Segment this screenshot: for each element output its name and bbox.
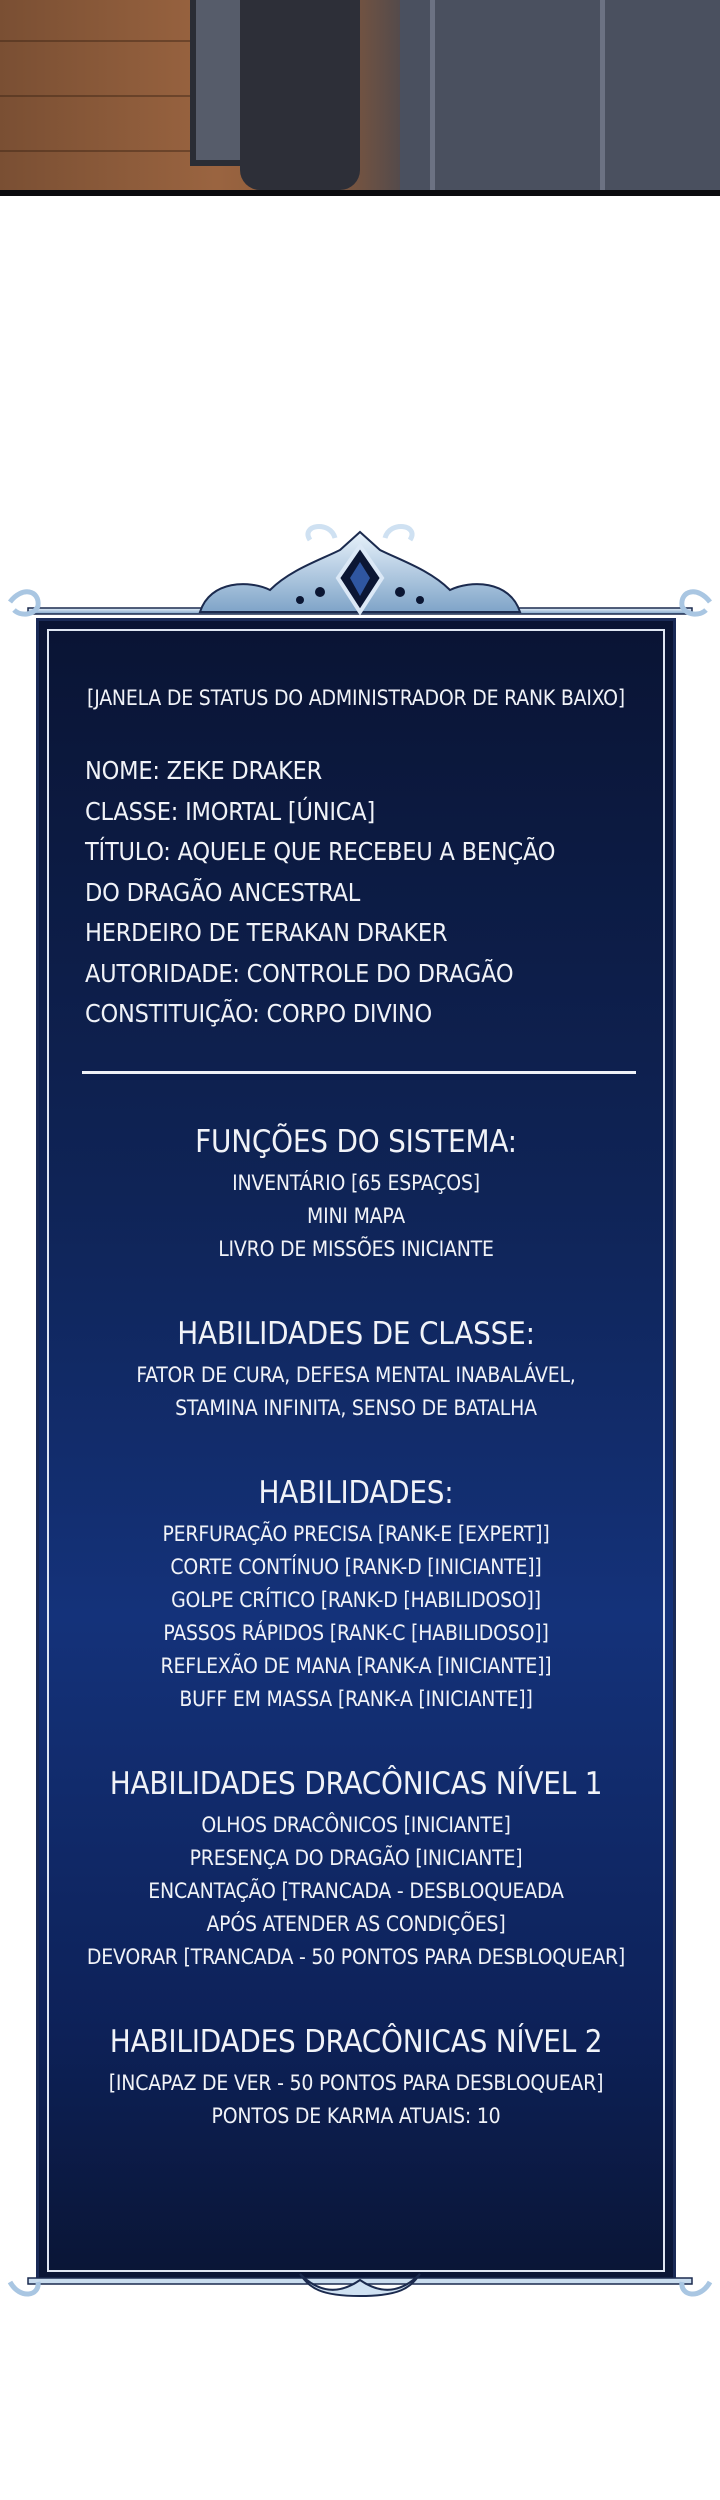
section-line: PASSOS RÁPIDOS [RANK-C [HABILIDOSO]] [163,1621,549,1645]
section-line: GOLPE CRÍTICO [RANK-D [HABILIDOSO]] [171,1588,541,1612]
comic-panel-scene [0,0,720,196]
section-line: APÓS ATENDER AS CONDIÇÕES] [206,1912,506,1936]
section-line: PERFURAÇÃO PRECISA [RANK-E [EXPERT]] [162,1522,550,1546]
section-draconic-level-2 [49,2021,663,2133]
section-title: FUNÇÕES DO SISTEMA: [195,1124,517,1160]
panel-border [0,190,720,196]
section-title: HABILIDADES DE CLASSE: [177,1316,535,1352]
character-legs [240,0,360,190]
wall-seam [600,0,605,190]
section-line: STAMINA INFINITA, SENSO DE BATALHA [175,1396,537,1420]
status-sections [49,1121,663,2180]
status-panel [36,618,676,2283]
section-line: FATOR DE CURA, DEFESA MENTAL INABALÁVEL, [136,1363,576,1387]
info-line-heir: HERDEIRO DE TERAKAN DRAKER [85,918,448,947]
section-title: HABILIDADES DRACÔNICAS NÍVEL 1 [109,1766,603,1802]
info-line-name: NOME: ZEKE DRAKER [85,756,323,785]
section-divider [82,1071,636,1074]
top-ornament-icon [0,520,720,630]
section-system-functions [49,1121,663,1266]
section-title: HABILIDADES DRACÔNICAS NÍVEL 2 [109,2024,603,2060]
section-line: PRESENÇA DO DRAGÃO [INICIANTE] [189,1846,523,1870]
status-window-header: [JANELA DE STATUS DO ADMINISTRADOR DE RANK BAIXO] [87,686,625,710]
section-draconic-level-1 [49,1763,663,1974]
section-line: INVENTÁRIO [65 ESPAÇOS] [232,1171,480,1195]
section-line: [INCAPAZ DE VER - 50 PONTOS PARA DESBLOQUEAR] [108,2071,604,2095]
info-line-constitution: CONSTITUIÇÃO: CORPO DIVINO [85,999,433,1028]
section-line: DEVORAR [TRANCADA - 50 PONTOS PARA DESBLOQUEAR] [86,1945,626,1969]
bottom-ornament-icon [0,2260,720,2320]
info-line-class: CLASSE: IMORTAL [ÚNICA] [85,796,376,826]
section-line: OLHOS DRACÔNICOS [INICIANTE] [201,1813,511,1837]
section-skills [49,1472,663,1716]
section-line: MINI MAPA [307,1204,405,1228]
info-line-authority: AUTORIDADE: CONTROLE DO DRAGÃO [85,958,514,988]
metal-wall [400,0,720,190]
section-line: PONTOS DE KARMA ATUAIS: 10 [211,2104,501,2128]
character-info [85,751,555,1035]
section-line: CORTE CONTÍNUO [RANK-D [INICIANTE]] [170,1555,542,1579]
status-panel-frame [47,629,665,2272]
section-class-skills [49,1313,663,1425]
wall-seam [430,0,435,190]
section-line: BUFF EM MASSA [RANK-A [INICIANTE]] [179,1687,533,1711]
status-window [0,520,720,2320]
info-line-title: TÍTULO: AQUELE QUE RECEBEU A BENÇÃO [85,837,556,866]
section-line: REFLEXÃO DE MANA [RANK-A [INICIANTE]] [160,1654,552,1678]
section-title: HABILIDADES: [258,1475,454,1511]
section-line: LIVRO DE MISSÕES INICIANTE [218,1237,494,1261]
section-line: ENCANTAÇÃO [TRANCADA - DESBLOQUEADA [148,1879,564,1903]
info-line-title-cont: DO DRAGÃO ANCESTRAL [85,877,361,907]
